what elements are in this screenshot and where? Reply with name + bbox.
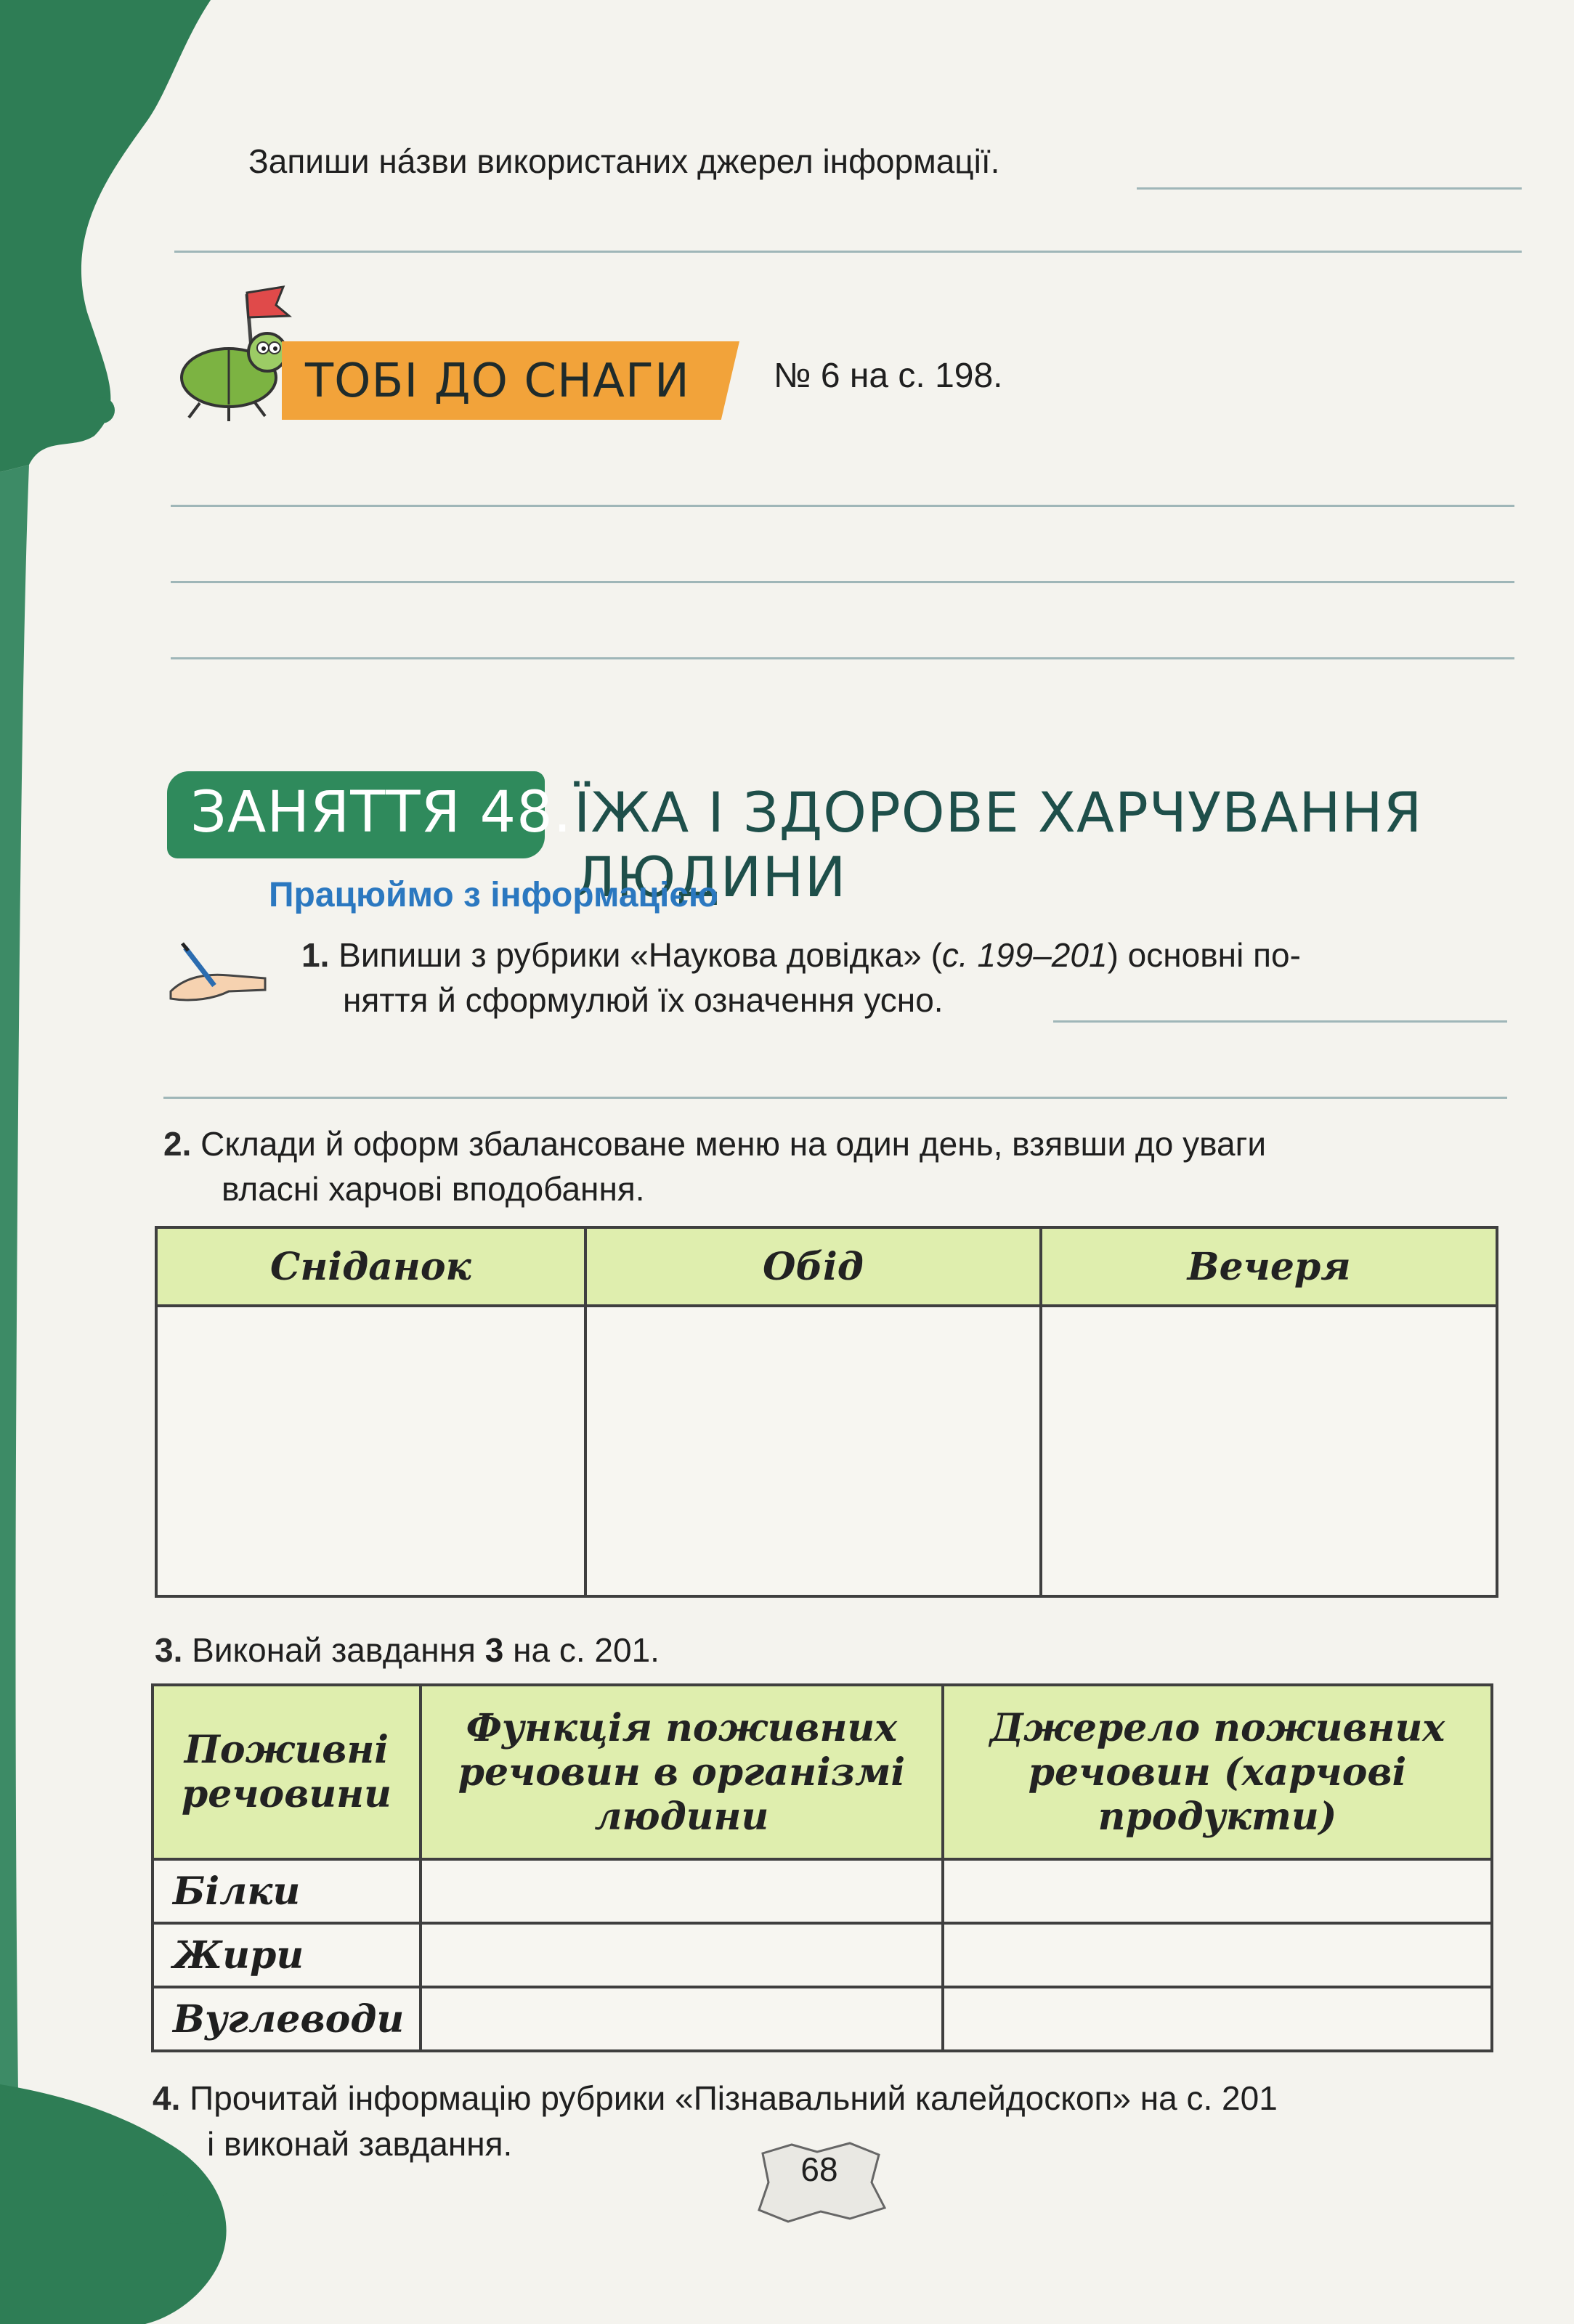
answer-line[interactable] [171, 657, 1514, 659]
carbohydrates-source-cell[interactable] [943, 1987, 1492, 2051]
header-function-line1: Функція поживних [466, 1705, 898, 1750]
challenge-label: ТОБІ ДО СНАГИ [305, 354, 690, 408]
nutrients-table-header [153, 1685, 1492, 1859]
table-row [153, 1987, 1492, 2051]
writing-hand-icon [163, 933, 272, 1006]
task-3-task-ref: 3 [484, 1631, 504, 1669]
carbohydrates-function-cell[interactable] [421, 1987, 943, 2051]
sources-prompt: Запиши нáзви використаних джерел інформації. [248, 142, 1000, 180]
header-source-line2: речовин (харчові [1028, 1750, 1407, 1795]
header-nutrients-line2: речовини [181, 1772, 392, 1816]
proteins-function-cell[interactable] [421, 1859, 943, 1923]
task-2-line2: власні харчові вподобання. [222, 1170, 645, 1208]
header-source-line3: продукти) [1098, 1794, 1337, 1839]
lesson-title: ЇЖА І ЗДОРОВЕ ХАРЧУВАННЯ ЛЮДИНИ [574, 780, 1423, 909]
row-label-carbohydrates: Вуглеводи [153, 1987, 421, 2051]
answer-line[interactable] [171, 505, 1514, 507]
task-2-line1: Склади й оформ збалансоване меню на один день, взявши до уваги [200, 1125, 1267, 1163]
task-1 [301, 935, 1301, 975]
menu-table [155, 1226, 1498, 1598]
task-4-line2: і виконай завдання. [207, 2125, 513, 2163]
dinner-cell[interactable] [1041, 1306, 1497, 1596]
lesson-number: ЗАНЯТТЯ 48. [190, 780, 572, 845]
header-dinner: Вечеря [1041, 1227, 1497, 1306]
header-source [943, 1685, 1492, 1859]
nutrients-table [151, 1683, 1493, 2052]
answer-line[interactable] [1053, 1020, 1507, 1023]
beetle-mascot-icon [167, 280, 298, 425]
header-source-line1: Джерело поживних [989, 1705, 1445, 1750]
task-3-text-b: на с. 201. [503, 1631, 660, 1669]
table-row [153, 1859, 1492, 1923]
task-1-text-a: Випиши з рубрики «Наукова довідка» ( [338, 936, 942, 974]
table-row [153, 1923, 1492, 1987]
header-nutrients [153, 1685, 421, 1859]
lunch-cell[interactable] [585, 1306, 1042, 1596]
header-function-line3: людини [594, 1794, 769, 1839]
proteins-source-cell[interactable] [943, 1859, 1492, 1923]
answer-line[interactable] [174, 251, 1522, 253]
task-1-pages: с. 199–201 [941, 936, 1108, 974]
breakfast-cell[interactable] [156, 1306, 585, 1596]
task-1-text-b: ) основні по- [1107, 936, 1301, 974]
row-label-fats: Жири [153, 1923, 421, 1987]
task-2-number: 2. [163, 1125, 192, 1163]
task-4-line1: Прочитай інформацію рубрики «Пізнавальний калейдоскоп» на с. 201 [190, 2079, 1278, 2117]
header-function [421, 1685, 943, 1859]
task-4-number: 4. [153, 2079, 181, 2117]
row-label-proteins: Білки [153, 1859, 421, 1923]
answer-line[interactable] [1137, 187, 1522, 190]
header-nutrients-line1: Поживні [184, 1728, 389, 1772]
task-4 [153, 2079, 1278, 2118]
task-1-number: 1. [301, 936, 330, 974]
menu-table-answer-row [156, 1306, 1497, 1596]
header-breakfast: Сніданок [156, 1227, 585, 1306]
task-1-line2: няття й сформулюй їх означення усно. [343, 981, 944, 1019]
task-3-text-a: Виконай завдання [192, 1631, 485, 1669]
menu-table-header [156, 1227, 1497, 1306]
task-3-number: 3. [155, 1631, 183, 1669]
header-function-line2: речовин в організмі [458, 1750, 906, 1795]
task-2 [163, 1124, 1266, 1163]
challenge-reference: № 6 на с. 198. [774, 357, 1003, 395]
answer-line[interactable] [163, 1097, 1507, 1099]
header-lunch: Обід [585, 1227, 1042, 1306]
answer-line[interactable] [171, 581, 1514, 583]
fats-function-cell[interactable] [421, 1923, 943, 1987]
page-number: 68 [800, 2150, 838, 2188]
section-heading: Працюймо з інформацією [269, 876, 718, 914]
fats-source-cell[interactable] [943, 1923, 1492, 1987]
task-3 [155, 1630, 660, 1670]
